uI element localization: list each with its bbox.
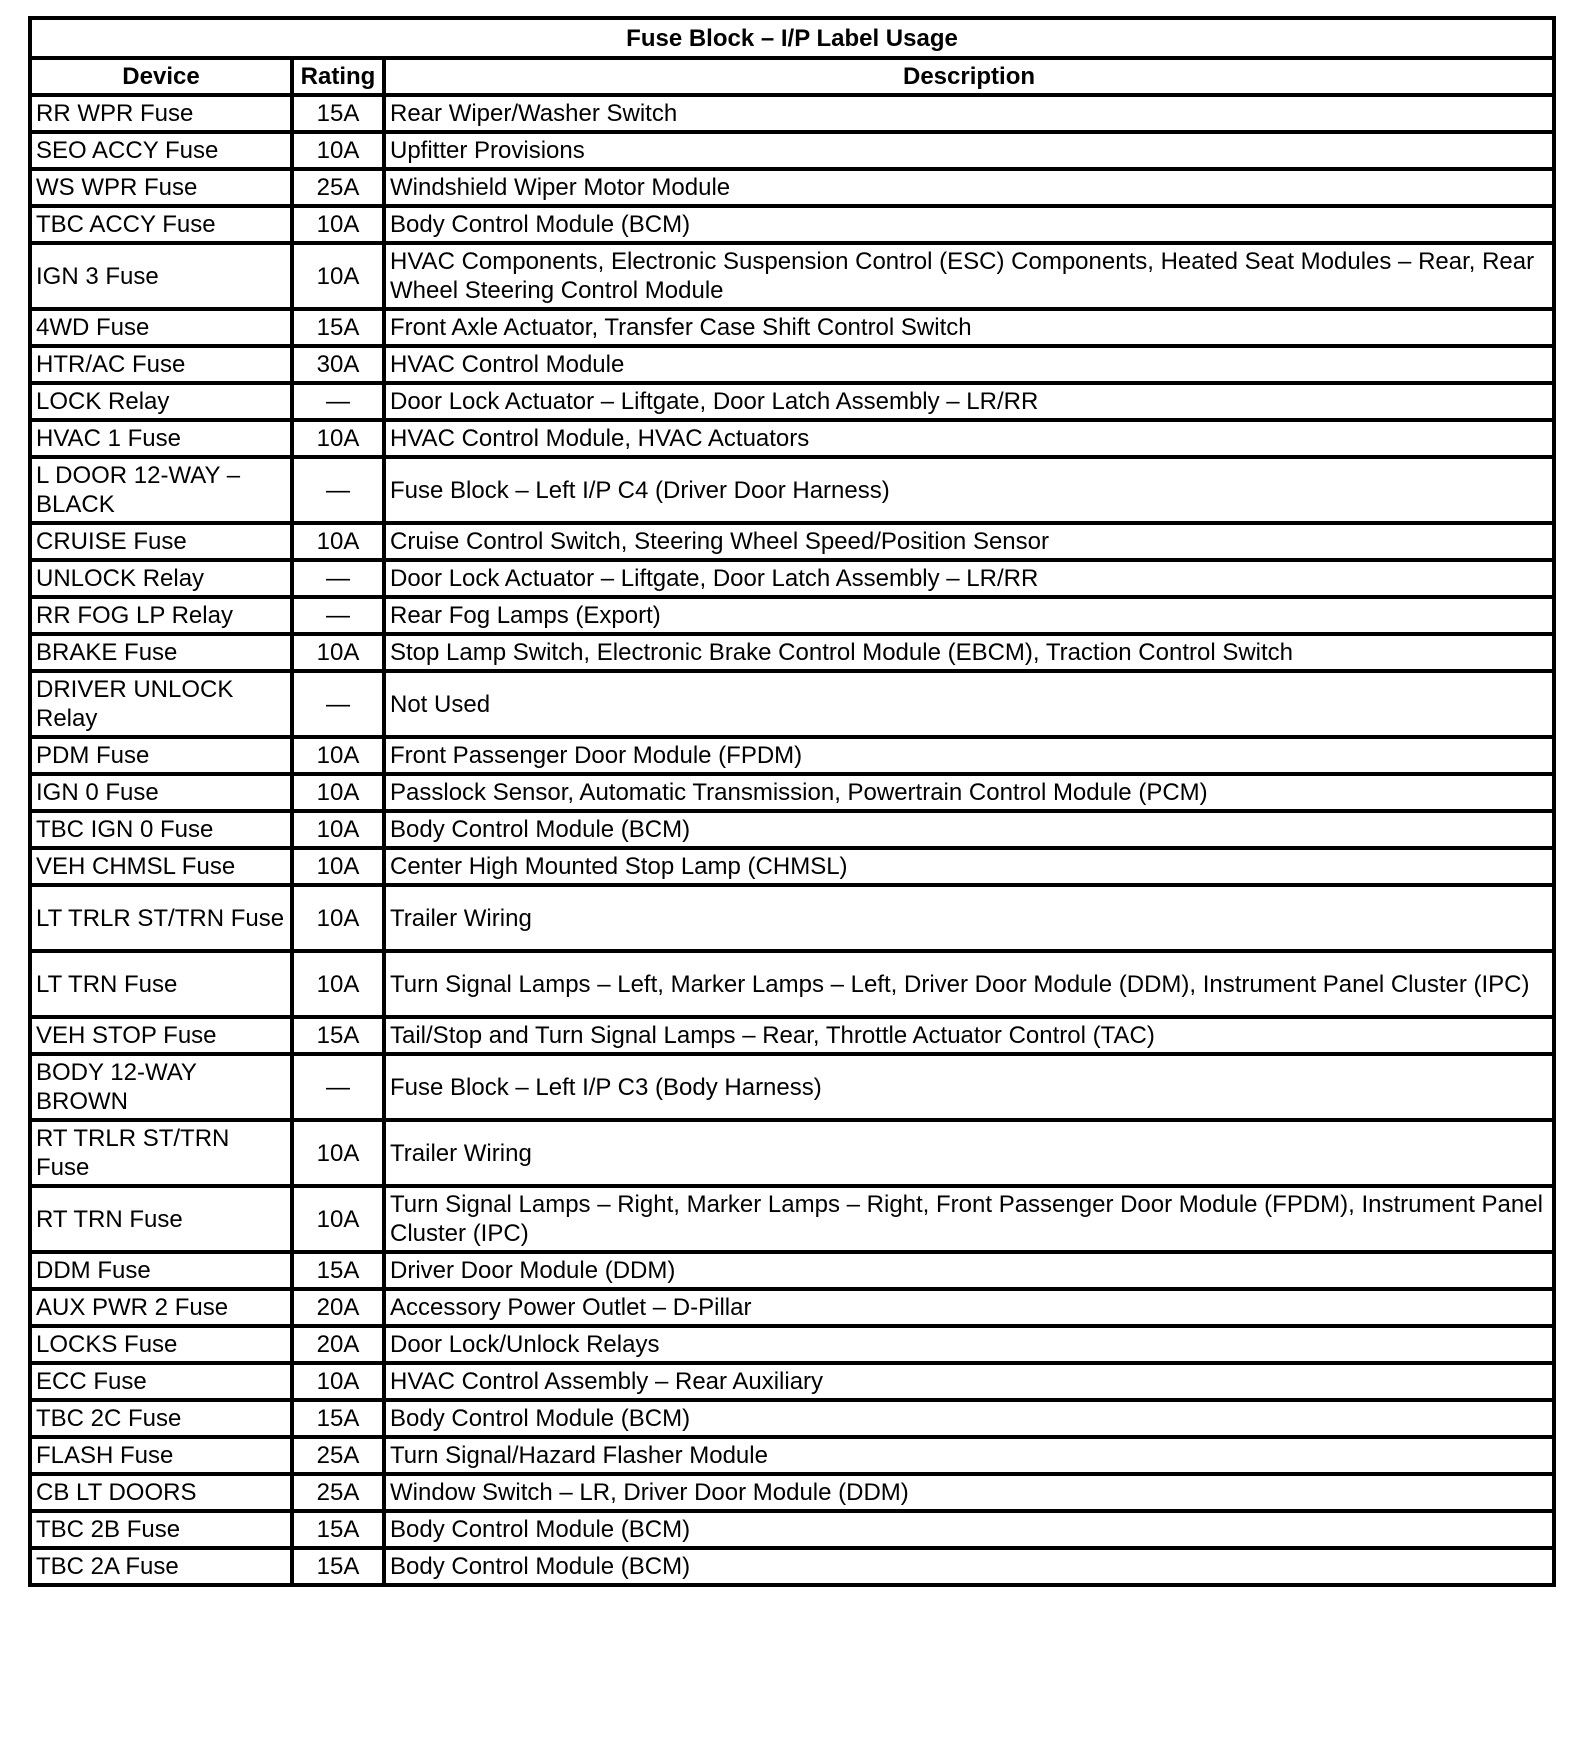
device-cell: VEH CHMSL Fuse	[30, 848, 292, 885]
device-cell: AUX PWR 2 Fuse	[30, 1289, 292, 1326]
column-header-device: Device	[30, 58, 292, 95]
device-cell: LT TRN Fuse	[30, 951, 292, 1017]
device-cell: CB LT DOORS	[30, 1474, 292, 1511]
table-row	[30, 848, 1554, 885]
rating-cell: 10A	[292, 420, 384, 457]
device-cell: TBC 2B Fuse	[30, 1511, 292, 1548]
table-row	[30, 737, 1554, 774]
rating-cell: 10A	[292, 885, 384, 951]
description-cell: Body Control Module (BCM)	[384, 1548, 1554, 1585]
table-row	[30, 1363, 1554, 1400]
table-row	[30, 1326, 1554, 1363]
description-cell: HVAC Control Module	[384, 346, 1554, 383]
table-row	[30, 420, 1554, 457]
rating-cell: 10A	[292, 1120, 384, 1186]
rating-cell: —	[292, 671, 384, 737]
description-cell: Stop Lamp Switch, Electronic Brake Control Module (EBCM), Traction Control Switch	[384, 634, 1554, 671]
rating-cell: 10A	[292, 243, 384, 309]
description-cell: Cruise Control Switch, Steering Wheel Speed/Position Sensor	[384, 523, 1554, 560]
table-row	[30, 811, 1554, 848]
rating-cell: 10A	[292, 206, 384, 243]
description-cell: Driver Door Module (DDM)	[384, 1252, 1554, 1289]
rating-cell: 10A	[292, 774, 384, 811]
rating-cell: —	[292, 383, 384, 420]
device-cell: BODY 12-WAY BROWN	[30, 1054, 292, 1120]
description-cell: Body Control Module (BCM)	[384, 811, 1554, 848]
table-row	[30, 1400, 1554, 1437]
device-cell: TBC 2C Fuse	[30, 1400, 292, 1437]
rating-cell: 15A	[292, 1511, 384, 1548]
rating-cell: 10A	[292, 523, 384, 560]
device-cell: HVAC 1 Fuse	[30, 420, 292, 457]
description-cell: HVAC Control Assembly – Rear Auxiliary	[384, 1363, 1554, 1400]
device-cell: IGN 3 Fuse	[30, 243, 292, 309]
description-cell: Door Lock Actuator – Liftgate, Door Latch Assembly – LR/RR	[384, 560, 1554, 597]
rating-cell: 25A	[292, 1474, 384, 1511]
column-header-description: Description	[384, 58, 1554, 95]
table-row	[30, 1289, 1554, 1326]
rating-cell: 15A	[292, 1017, 384, 1054]
description-cell: Rear Wiper/Washer Switch	[384, 95, 1554, 132]
table-title-row	[30, 18, 1554, 58]
rating-cell: —	[292, 597, 384, 634]
table-row	[30, 1474, 1554, 1511]
rating-cell: 15A	[292, 95, 384, 132]
table-title: Fuse Block – I/P Label Usage	[30, 18, 1554, 58]
rating-cell: 15A	[292, 309, 384, 346]
device-cell: 4WD Fuse	[30, 309, 292, 346]
table-row	[30, 383, 1554, 420]
table-row	[30, 206, 1554, 243]
description-cell: Passlock Sensor, Automatic Transmission, Powertrain Control Module (PCM)	[384, 774, 1554, 811]
description-cell: Upfitter Provisions	[384, 132, 1554, 169]
rating-cell: 10A	[292, 737, 384, 774]
description-cell: Body Control Module (BCM)	[384, 1400, 1554, 1437]
device-cell: LT TRLR ST/TRN Fuse	[30, 885, 292, 951]
description-cell: Turn Signal/Hazard Flasher Module	[384, 1437, 1554, 1474]
device-cell: CRUISE Fuse	[30, 523, 292, 560]
device-cell: LOCKS Fuse	[30, 1326, 292, 1363]
description-cell: Tail/Stop and Turn Signal Lamps – Rear, Throttle Actuator Control (TAC)	[384, 1017, 1554, 1054]
table-row	[30, 597, 1554, 634]
description-cell: Body Control Module (BCM)	[384, 206, 1554, 243]
device-cell: TBC ACCY Fuse	[30, 206, 292, 243]
table-row	[30, 457, 1554, 523]
table-header-row	[30, 58, 1554, 95]
description-cell: Door Lock Actuator – Liftgate, Door Latch Assembly – LR/RR	[384, 383, 1554, 420]
table-row	[30, 95, 1554, 132]
rating-cell: —	[292, 560, 384, 597]
device-cell: WS WPR Fuse	[30, 169, 292, 206]
device-cell: TBC 2A Fuse	[30, 1548, 292, 1585]
table-row	[30, 243, 1554, 309]
table-row	[30, 169, 1554, 206]
rating-cell: 25A	[292, 1437, 384, 1474]
column-header-rating: Rating	[292, 58, 384, 95]
device-cell: DDM Fuse	[30, 1252, 292, 1289]
table-body	[30, 95, 1554, 1585]
description-cell: HVAC Control Module, HVAC Actuators	[384, 420, 1554, 457]
rating-cell: 10A	[292, 1186, 384, 1252]
description-cell: HVAC Components, Electronic Suspension Control (ESC) Components, Heated Seat Modules – Rear, Rear Wheel Steering Control Module	[384, 243, 1554, 309]
rating-cell: —	[292, 1054, 384, 1120]
fuse-usage-table	[28, 16, 1556, 1587]
rating-cell: 15A	[292, 1548, 384, 1585]
device-cell: PDM Fuse	[30, 737, 292, 774]
rating-cell: 20A	[292, 1326, 384, 1363]
description-cell: Fuse Block – Left I/P C4 (Driver Door Harness)	[384, 457, 1554, 523]
description-cell: Center High Mounted Stop Lamp (CHMSL)	[384, 848, 1554, 885]
table-row	[30, 1511, 1554, 1548]
table-row	[30, 560, 1554, 597]
description-cell: Trailer Wiring	[384, 1120, 1554, 1186]
device-cell: DRIVER UNLOCK Relay	[30, 671, 292, 737]
device-cell: L DOOR 12-WAY – BLACK	[30, 457, 292, 523]
table-row	[30, 1017, 1554, 1054]
device-cell: SEO ACCY Fuse	[30, 132, 292, 169]
table-row	[30, 634, 1554, 671]
device-cell: TBC IGN 0 Fuse	[30, 811, 292, 848]
description-cell: Body Control Module (BCM)	[384, 1511, 1554, 1548]
device-cell: RT TRLR ST/TRN Fuse	[30, 1120, 292, 1186]
table-row	[30, 1120, 1554, 1186]
description-cell: Not Used	[384, 671, 1554, 737]
table-row	[30, 1054, 1554, 1120]
device-cell: BRAKE Fuse	[30, 634, 292, 671]
table-row	[30, 1548, 1554, 1585]
table-row	[30, 885, 1554, 951]
device-cell: FLASH Fuse	[30, 1437, 292, 1474]
description-cell: Accessory Power Outlet – D-Pillar	[384, 1289, 1554, 1326]
device-cell: RR WPR Fuse	[30, 95, 292, 132]
table-row	[30, 774, 1554, 811]
description-cell: Turn Signal Lamps – Left, Marker Lamps – Left, Driver Door Module (DDM), Instrument Panel Cluster (IPC)	[384, 951, 1554, 1017]
rating-cell: 15A	[292, 1400, 384, 1437]
rating-cell: 10A	[292, 951, 384, 1017]
rating-cell: 25A	[292, 169, 384, 206]
table-row	[30, 671, 1554, 737]
table-row	[30, 309, 1554, 346]
device-cell: HTR/AC Fuse	[30, 346, 292, 383]
rating-cell: 20A	[292, 1289, 384, 1326]
description-cell: Trailer Wiring	[384, 885, 1554, 951]
device-cell: RR FOG LP Relay	[30, 597, 292, 634]
description-cell: Windshield Wiper Motor Module	[384, 169, 1554, 206]
table-row	[30, 951, 1554, 1017]
description-cell: Window Switch – LR, Driver Door Module (DDM)	[384, 1474, 1554, 1511]
table-row	[30, 1437, 1554, 1474]
table-row	[30, 1252, 1554, 1289]
description-cell: Front Passenger Door Module (FPDM)	[384, 737, 1554, 774]
description-cell: Fuse Block – Left I/P C3 (Body Harness)	[384, 1054, 1554, 1120]
device-cell: IGN 0 Fuse	[30, 774, 292, 811]
description-cell: Turn Signal Lamps – Right, Marker Lamps – Right, Front Passenger Door Module (FPDM), Instrument Panel Cluster (IPC)	[384, 1186, 1554, 1252]
rating-cell: 15A	[292, 1252, 384, 1289]
table-row	[30, 132, 1554, 169]
description-cell: Rear Fog Lamps (Export)	[384, 597, 1554, 634]
device-cell: VEH STOP Fuse	[30, 1017, 292, 1054]
description-cell: Door Lock/Unlock Relays	[384, 1326, 1554, 1363]
rating-cell: 10A	[292, 811, 384, 848]
table-row	[30, 523, 1554, 560]
rating-cell: 10A	[292, 132, 384, 169]
rating-cell: 10A	[292, 634, 384, 671]
description-cell: Front Axle Actuator, Transfer Case Shift Control Switch	[384, 309, 1554, 346]
rating-cell: 10A	[292, 848, 384, 885]
device-cell: LOCK Relay	[30, 383, 292, 420]
device-cell: ECC Fuse	[30, 1363, 292, 1400]
table-row	[30, 1186, 1554, 1252]
rating-cell: 30A	[292, 346, 384, 383]
table-row	[30, 346, 1554, 383]
device-cell: UNLOCK Relay	[30, 560, 292, 597]
rating-cell: 10A	[292, 1363, 384, 1400]
rating-cell: —	[292, 457, 384, 523]
device-cell: RT TRN Fuse	[30, 1186, 292, 1252]
